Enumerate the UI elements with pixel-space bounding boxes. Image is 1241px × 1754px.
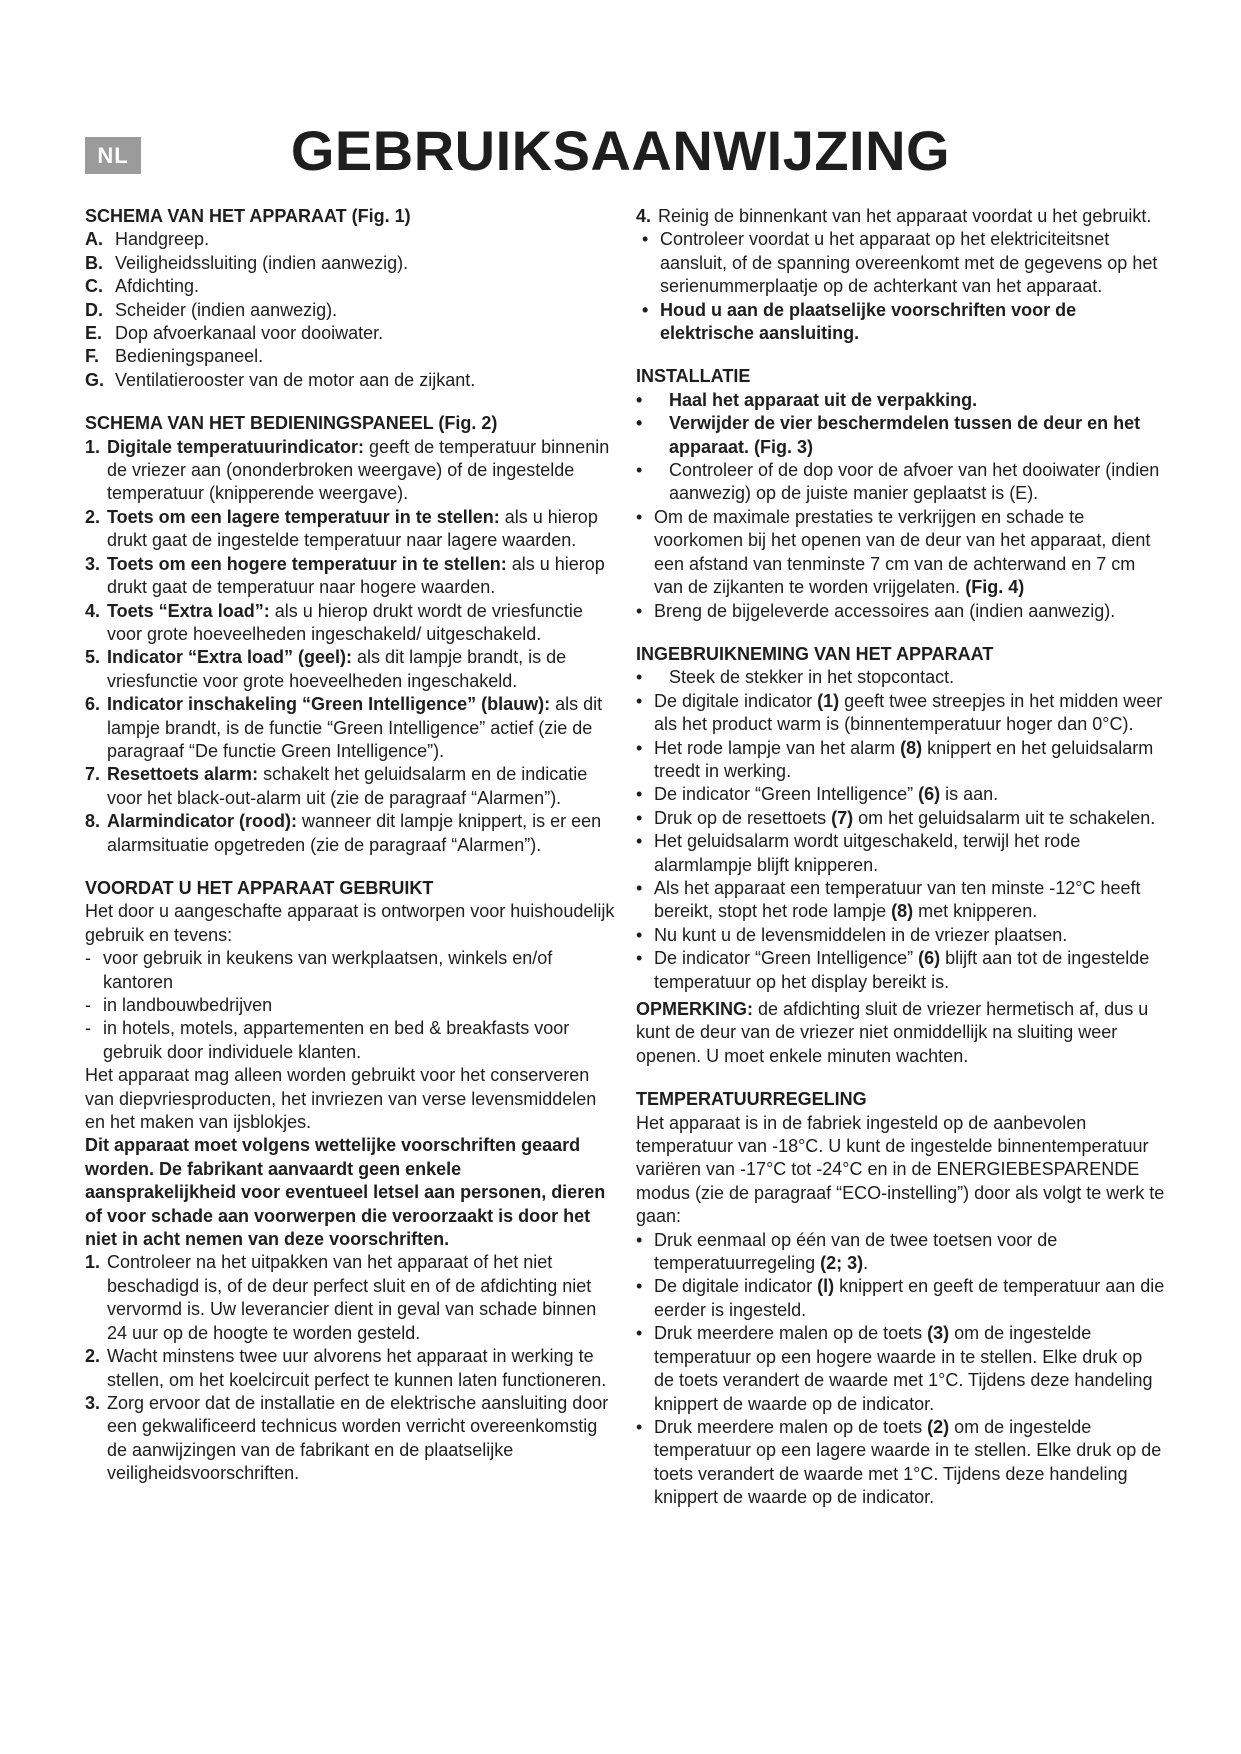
list-item: • Haal het apparaat uit de verpakking. [636,389,978,410]
list-text: Ventilatierooster van de motor aan de zijkant. [115,369,476,390]
list-label: Toets om een hogere temperatuur in te stellen: [107,553,507,574]
dash-marker: - [85,1018,91,1039]
language-badge: NL [85,137,141,174]
section-heading-control-panel: SCHEMA VAN HET BEDIENINGSPANEEL (Fig. 2) [85,413,498,434]
list-desc: schakelt het geluidsalarm en de indicatie voor het black-out-alarm uit (zie de paragraaf “Alarmen”). [107,764,588,808]
list-label: Resettoets alarm: [107,764,259,785]
list-item [85,994,615,1017]
list-item [85,646,615,693]
list-item: • Druk meerdere malen op de toets (3) om de ingestelde temperatuur op een hogere waarde in te stellen. Elke druk op de toets verandert de waarde met 1°C. Tijdens deze handeling knippert de waarde op de indicator. [636,1323,1153,1414]
list-item [85,252,615,275]
list-text: Dop afvoerkanaal voor dooiwater. [115,323,384,344]
list-number: 4. [85,600,101,621]
list-desc: als u hierop drukt gaat de temperatuur naar hogere waarden. [107,553,605,598]
list-item [85,369,615,392]
list-item [85,506,615,553]
list-text: Zorg ervoor dat de installatie en de elektrische aansluiting door een gekwalificeerd technicus worden verricht overeenkomstig de aanwijzingen van de fabrikant en de plaatselijke veiligheidsvoorschriften. [107,1392,609,1484]
list-text: Handgreep. [115,229,210,250]
before-use-intro: Het door u aangeschafte apparaat is ontworpen voor huishoudelijk gebruik en tevens: [85,901,615,945]
list-item [85,275,615,298]
section-heading-startup: INGEBRUIKNEMING VAN HET APPARAAT [636,643,994,664]
before-use-steps [85,1251,615,1485]
list-desc: wanneer dit lampje knippert, is er een alarmsituatie opgetreden (zie de paragraaf “Alarmen”). [107,811,602,855]
list-letter: F. [85,346,100,367]
list-letter: G. [85,369,105,390]
list-text: in hotels, motels, appartementen en bed & breakfasts voor gebruik door individuele klanten. [103,1018,570,1062]
list-text [107,646,615,693]
list-number: 2. [85,1346,101,1367]
list-item [85,436,615,506]
list-item: • Druk op de resettoets (7) om het geluidsalarm uit te schakelen. [636,807,1156,828]
list-desc: als u hierop drukt wordt de vriesfunctie voor grote hoeveelheden ingeschakeld/ uitgeschakeld. [107,600,583,644]
list-text [107,763,615,810]
list-text [107,506,615,553]
list-item [85,553,615,600]
list-number: 3. [85,553,101,574]
list-number: 1. [85,436,101,457]
list-item [85,299,615,322]
grounding-warning: Dit apparaat moet volgens wettelijke voorschriften geaard worden. De fabrikant aanvaardt geen enkele aansprakelijkheid voor eventueel letsel aan personen, dieren of voor schade aan voorwerpen die veroorzaakt is door het niet in acht nemen van deze voorschriften. [85,1135,606,1250]
list-item: • Druk meerdere malen op de toets (2) om de ingestelde temperatuur op een lagere waarde in te stellen. Elke druk op de toets verandert de waarde met 1°C. Tijdens deze handeling knippert de waarde op de indicator. [636,1416,1162,1508]
list-text: Wacht minstens twee uur alvorens het apparaat in werking te stellen, om het koelcircuit perfect te kunnen laten functioneren. [107,1346,607,1390]
list-item [85,693,615,763]
list-item [85,763,615,810]
list-text: Afdichting. [115,276,200,297]
list-label: Toets om een lagere temperatuur in te stellen: [107,506,500,527]
page-title: GEBRUIKSAANWIJZING [290,119,951,182]
list-label: Alarmindicator (rood): [107,811,298,832]
list-text: Bedieningspaneel. [115,346,264,367]
section-heading-appliance: SCHEMA VAN HET APPARAAT (Fig. 1) [85,206,411,226]
list-letter: C. [85,276,103,297]
list-item [85,810,615,857]
section-heading-installation: INSTALLATIE [636,366,751,387]
list-text [107,693,615,763]
list-item [85,600,615,647]
list-text [107,553,615,600]
list-number: 5. [85,647,101,668]
list-item: • Druk eenmaal op één van de twee toetsen voor de temperatuurregeling (2; 3). [636,1229,1058,1274]
list-item: • Breng de bijgeleverde accessoires aan (indien aanwezig). [636,600,1116,621]
list-item [85,1251,615,1345]
list-number: 1. [85,1252,101,1273]
dash-marker: - [85,948,91,969]
left-column [85,205,615,1486]
list-text [107,810,615,857]
list-item: • Om de maximale prestaties te verkrijgen en schade te voorkomen bij het openen van de deur van het apparaat, dient een afstand van tenminste 7 cm van de achterwand en 7 cm van de zijkanten te worden vrijgelaten. (Fig. 4) [636,506,1151,598]
list-item [85,322,615,345]
section-heading-temperature: TEMPERATUURREGELING [636,1089,867,1110]
list-item: • De indicator “Green Intelligence” (6) blijft aan tot de ingestelde temperatuur op het display bereikt is. [636,948,1150,992]
list-item: • Controleer voordat u het apparaat op het elektriciteitsnet aansluit, of de spanning overeenkomt met de gegevens op het serienummerplaatje op de achterkant van het apparaat. [642,229,1158,297]
list-item: • De digitale indicator (1) geeft twee streepjes in het midden weer als het product warm is (binnentemperatuur hoger dan 0°C). [636,690,1163,735]
list-item: • Het rode lampje van het alarm (8) knippert en het geluidsalarm treedt in werking. [636,737,1154,781]
list-item: • De digitale indicator (l) knippert en geeft de temperatuur aan die eerder is ingesteld. [636,1276,1165,1320]
list-label: Indicator inschakeling “Green Intelligence” (blauw): [107,694,551,715]
right-column [636,205,1166,1510]
list-item: • Het geluidsalarm wordt uitgeschakeld, terwijl het rode alarmlampje blijft knipperen. [636,831,1081,875]
appliance-parts-list [85,228,615,392]
list-desc: geeft de temperatuur binnenin de vriezer aan (ononderbroken weergave) of de ingestelde temperatuur (knipperende weergave). [107,436,610,504]
list-text: Veiligheidssluiting (indien aanwezig). [115,252,409,273]
list-text: Controleer na het uitpakken van het apparaat of het niet beschadigd is, of de deur perfect sluit en of de afdichting niet vervormd is. Uw leverancier dient in geval van schade binnen 24 uur op de hoogte te worden gesteld. [107,1252,597,1343]
list-text: voor gebruik in keukens van werkplaatsen, winkels en/of kantoren [103,948,553,992]
list-desc: als dit lampje brandt, is de functie “Green Intelligence” actief (zie de paragraaf “De functie Green Intelligence”). [107,694,603,761]
list-number: 7. [85,764,101,785]
list-letter: E. [85,323,103,344]
list-item: • Als het apparaat een temperatuur van ten minste -12°C heeft bereikt, stopt het rode lampje (8) met knipperen. [636,877,1141,922]
list-item [85,1392,615,1486]
list-letter: B. [85,252,103,273]
list-text: in landbouwbedrijven [103,995,273,1015]
usage-list [85,947,615,1064]
list-item: • Nu kunt u de levensmiddelen in de vriezer plaatsen. [636,924,1068,945]
list-item [85,1345,615,1392]
list-number: 6. [85,694,101,715]
list-desc: als dit lampje brandt, is de vriesfunctie voor grote hoeveelheden ingeschakeld. [107,647,567,691]
list-label: Indicator “Extra load” (geel): [107,647,353,668]
list-number: 2. [85,506,101,527]
list-number: 8. [85,811,101,832]
list-text: Scheider (indien aanwezig). [115,299,338,320]
list-item [85,947,615,994]
list-desc: als u hierop drukt gaat de ingestelde temperatuur naar lagere waarden. [107,506,598,551]
usage-paragraph: Het apparaat mag alleen worden gebruikt voor het conserveren van diepvriesproducten, het invriezen van verse levensmiddelen en het maken van ijsblokjes. [85,1065,597,1133]
list-item: • Verwijder de vier beschermdelen tussen de deur en het apparaat. (Fig. 3) [636,413,1141,457]
list-label: Digitale temperatuurindicator: [107,436,365,457]
section-heading-before-use: VOORDAT U HET APPARAAT GEBRUIKT [85,877,434,898]
list-item: • Controleer of de dop voor de afvoer van het dooiwater (indien aanwezig) op de juiste manier geplaatst is (E). [636,460,1160,504]
list-item: 4. Reinig de binnenkant van het apparaat voordat u het gebruikt. [636,206,1152,226]
note-paragraph: OPMERKING: de afdichting sluit de vriezer hermetisch af, dus u kunt de deur van de vriezer niet onmiddellijk na sluiting weer openen. U moet enkele minuten wachten. [636,999,1149,1066]
list-letter: A. [85,229,103,250]
list-text [107,600,615,647]
list-letter: D. [85,299,103,320]
dash-marker: - [85,995,91,1015]
list-item [85,1017,615,1064]
control-panel-list [85,436,615,857]
list-item [85,345,615,368]
list-text [107,436,615,506]
list-item: • Steek de stekker in het stopcontact. [636,667,955,688]
temperature-intro: Het apparaat is in de fabriek ingesteld op de aanbevolen temperatuur van -18°C. U kunt de ingestelde binnentemperatuur variëren van -17°C tot -24°C en in de ENERGIEBESPARENDE modus (zie de paragraaf “ECO-instelling”) door als volgt te werk te gaan: [636,1112,1165,1227]
list-label: Toets “Extra load”: [107,600,270,621]
list-item [85,228,615,251]
list-item: • De indicator “Green Intelligence” (6) is aan. [636,784,999,805]
list-item: • Houd u aan de plaatselijke voorschriften voor de elektrische aansluiting. [642,299,1077,344]
list-number: 3. [85,1392,101,1413]
